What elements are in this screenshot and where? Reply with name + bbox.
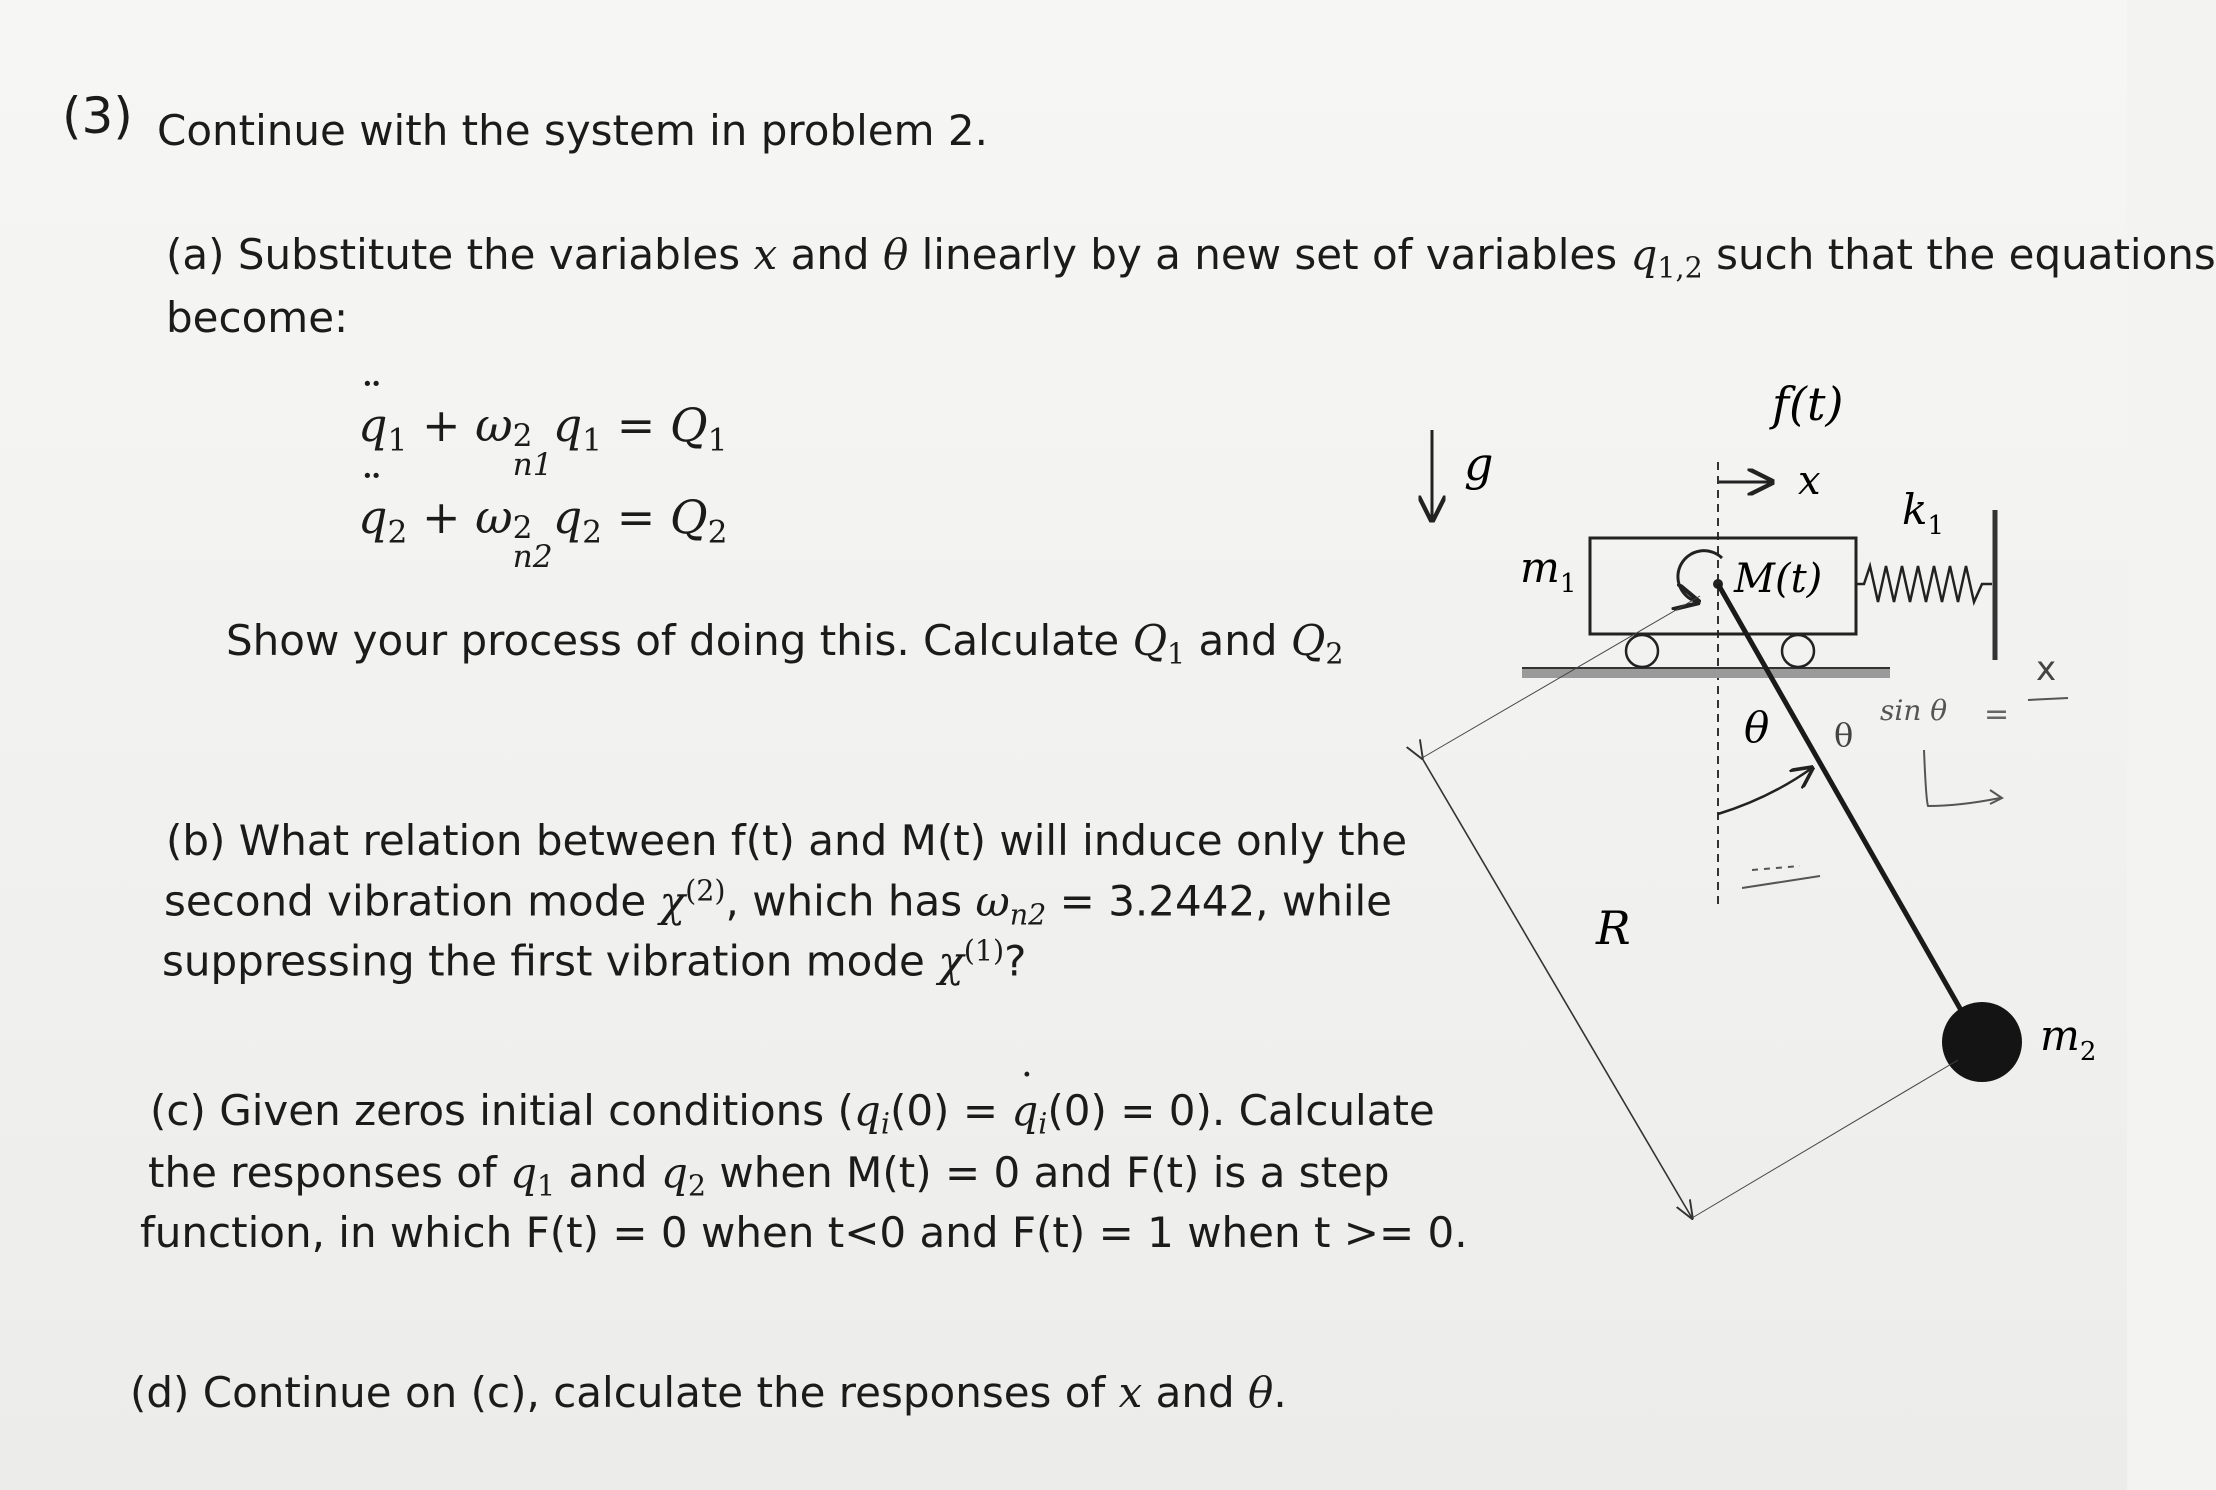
moment-label: M(t) bbox=[1734, 556, 1823, 602]
chi-mode1: χ bbox=[938, 936, 964, 986]
pencil-sketch bbox=[1742, 750, 2002, 888]
eq2-omega-sup: 2 bbox=[512, 509, 533, 546]
mode1-superscript: (1) bbox=[963, 933, 1005, 967]
eq1-equals: = bbox=[616, 398, 656, 452]
omega-n2-sub: n2 bbox=[1009, 897, 1047, 932]
wheel-left bbox=[1626, 635, 1658, 667]
angle-label: θ bbox=[1744, 703, 1770, 752]
var-x: x bbox=[753, 230, 778, 279]
eq1-q: ¨ q bbox=[358, 398, 387, 452]
var-q-subscript: 1,2 bbox=[1657, 250, 1703, 285]
eq2-q2: q bbox=[552, 490, 583, 544]
and-word: and bbox=[790, 230, 870, 279]
eq1-omega: ω bbox=[475, 398, 513, 452]
spring-symbol: k bbox=[1902, 485, 1928, 534]
eq1-Q-index: 1 bbox=[707, 422, 728, 459]
mode2-superscript: (2) bbox=[685, 873, 726, 907]
moment-arc bbox=[1678, 551, 1722, 602]
handwritten-equals: = bbox=[1984, 697, 2010, 732]
spring-label bbox=[1902, 485, 1944, 541]
Q2-index: 2 bbox=[1325, 636, 1344, 671]
omega-value: = 3.2442, while bbox=[1059, 876, 1393, 926]
part-d-line bbox=[130, 1360, 1287, 1425]
eq2-index: 2 bbox=[387, 514, 408, 551]
equation-1 bbox=[358, 398, 728, 484]
period: . bbox=[1273, 1368, 1287, 1417]
mass1-label bbox=[1520, 543, 1576, 599]
wheel-right bbox=[1782, 635, 1814, 667]
part-c-line3: function, in which F(t) = 0 when t<0 and F(t) = 1 when t >= 0. bbox=[140, 1208, 1468, 1257]
part-a-show-process bbox=[226, 608, 1344, 676]
var-theta-d: θ bbox=[1248, 1368, 1274, 1417]
qi-arg: (0) bbox=[889, 1086, 950, 1135]
eq1-index: 1 bbox=[387, 422, 408, 459]
part-d-text: (d) Continue on (c), calculate the responses of bbox=[130, 1368, 1106, 1417]
equation-2 bbox=[358, 490, 728, 576]
mass1-symbol: m bbox=[1520, 543, 1560, 592]
part-c-text: (c) Given zeros initial conditions ( bbox=[150, 1086, 854, 1135]
problem-number: (3) bbox=[62, 87, 133, 145]
part-a-text: (a) Substitute the variables bbox=[166, 230, 741, 279]
angle-arc bbox=[1718, 768, 1812, 814]
part-a-text-post: such that the equations bbox=[1716, 230, 2216, 279]
Q2-symbol: Q bbox=[1290, 616, 1326, 665]
part-b-line2 bbox=[164, 868, 1392, 937]
eq2-Q-index: 2 bbox=[707, 514, 728, 551]
eq1-index2: 1 bbox=[582, 422, 603, 459]
part-b-text: second vibration mode bbox=[164, 876, 647, 926]
mass2-symbol: m bbox=[2040, 1011, 2080, 1060]
displacement-label: x bbox=[1798, 458, 1821, 504]
part-c-line2 bbox=[148, 1140, 1390, 1208]
spring-k1 bbox=[1856, 566, 1992, 602]
part-c-line1 bbox=[150, 1078, 1435, 1146]
eq1-q2: q bbox=[552, 398, 583, 452]
ground bbox=[1522, 668, 1890, 678]
length-dimension-line bbox=[1422, 758, 1692, 1218]
pendulum-bob-m2 bbox=[1942, 1002, 2022, 1082]
q1-index: 1 bbox=[537, 1168, 556, 1203]
part-c-text-end: = 0). Calculate bbox=[1120, 1086, 1435, 1135]
eq2-plus: + bbox=[421, 490, 461, 544]
problem-intro: Continue with the system in problem 2. bbox=[157, 106, 988, 155]
part-c-text-2: the responses of bbox=[148, 1148, 497, 1197]
gravity-label: g bbox=[1464, 437, 1494, 491]
eq1-omega-sub: n1 bbox=[512, 447, 553, 484]
qi-dot-arg: (0) bbox=[1047, 1086, 1107, 1135]
eq2-Q: Q bbox=[669, 490, 708, 544]
q2-symbol: q bbox=[660, 1148, 688, 1197]
part-a-line2: become: bbox=[166, 293, 349, 342]
part-b-text-mid: , which has bbox=[725, 876, 963, 926]
eq1-plus: + bbox=[421, 398, 461, 452]
qi-dot-index: i bbox=[1038, 1106, 1048, 1141]
part-a-text-mid: linearly by a new set of variables bbox=[921, 230, 1618, 279]
mass1-subscript: 1 bbox=[1559, 569, 1577, 599]
Q1-symbol: Q bbox=[1132, 616, 1167, 665]
eq-sign: = bbox=[962, 1086, 999, 1135]
handwritten-sin: sin θ bbox=[1880, 694, 1948, 727]
part-b-text-3: suppressing the first vibration mode bbox=[162, 936, 925, 986]
q2-index: 2 bbox=[687, 1168, 706, 1203]
length-label: R bbox=[1596, 901, 1631, 955]
eq2-q: ¨ q bbox=[358, 490, 387, 544]
var-theta: θ bbox=[882, 230, 909, 279]
question-mark: ? bbox=[1004, 936, 1027, 986]
var-q: q bbox=[1630, 230, 1658, 279]
part-a-line1 bbox=[166, 222, 2216, 290]
and-word-4: and bbox=[1155, 1368, 1235, 1417]
eq2-equals: = bbox=[616, 490, 656, 544]
and-word-3: and bbox=[568, 1148, 648, 1197]
omega-n2: ω bbox=[975, 876, 1010, 926]
eq2-index2: 2 bbox=[582, 514, 603, 551]
spring-subscript: 1 bbox=[1927, 511, 1944, 541]
show-process-text: Show your process of doing this. Calculate bbox=[226, 616, 1120, 665]
qi-symbol: q bbox=[853, 1086, 881, 1135]
part-c-text-2-post: when M(t) = 0 and F(t) is a step bbox=[719, 1148, 1390, 1197]
eq1-omega-sup: 2 bbox=[512, 417, 533, 454]
chi-mode2: χ bbox=[659, 876, 686, 926]
mechanism-diagram bbox=[1400, 370, 2127, 1250]
pendulum-rod bbox=[1718, 584, 1978, 1040]
handwritten-theta: θ bbox=[1834, 716, 1854, 754]
eq1-Q: Q bbox=[669, 398, 708, 452]
mass2-subscript: 2 bbox=[2079, 1037, 2097, 1067]
and-word-2: and bbox=[1198, 616, 1278, 665]
eq2-omega: ω bbox=[475, 490, 513, 544]
qi-dot-symbol: ˙ q bbox=[1011, 1078, 1038, 1143]
part-b-line3 bbox=[162, 928, 1026, 994]
q1-symbol: q bbox=[510, 1148, 538, 1197]
Q1-index: 1 bbox=[1167, 636, 1186, 671]
var-x-d: x bbox=[1118, 1368, 1143, 1417]
force-label: f(t) bbox=[1772, 377, 1844, 431]
part-b-line1: (b) What relation between f(t) and M(t) will induce only the bbox=[166, 816, 1408, 865]
qi-index: i bbox=[880, 1106, 890, 1141]
mass2-label bbox=[2040, 1011, 2096, 1067]
handwritten-x: x bbox=[2036, 649, 2057, 689]
eq2-omega-sub: n2 bbox=[512, 539, 553, 576]
